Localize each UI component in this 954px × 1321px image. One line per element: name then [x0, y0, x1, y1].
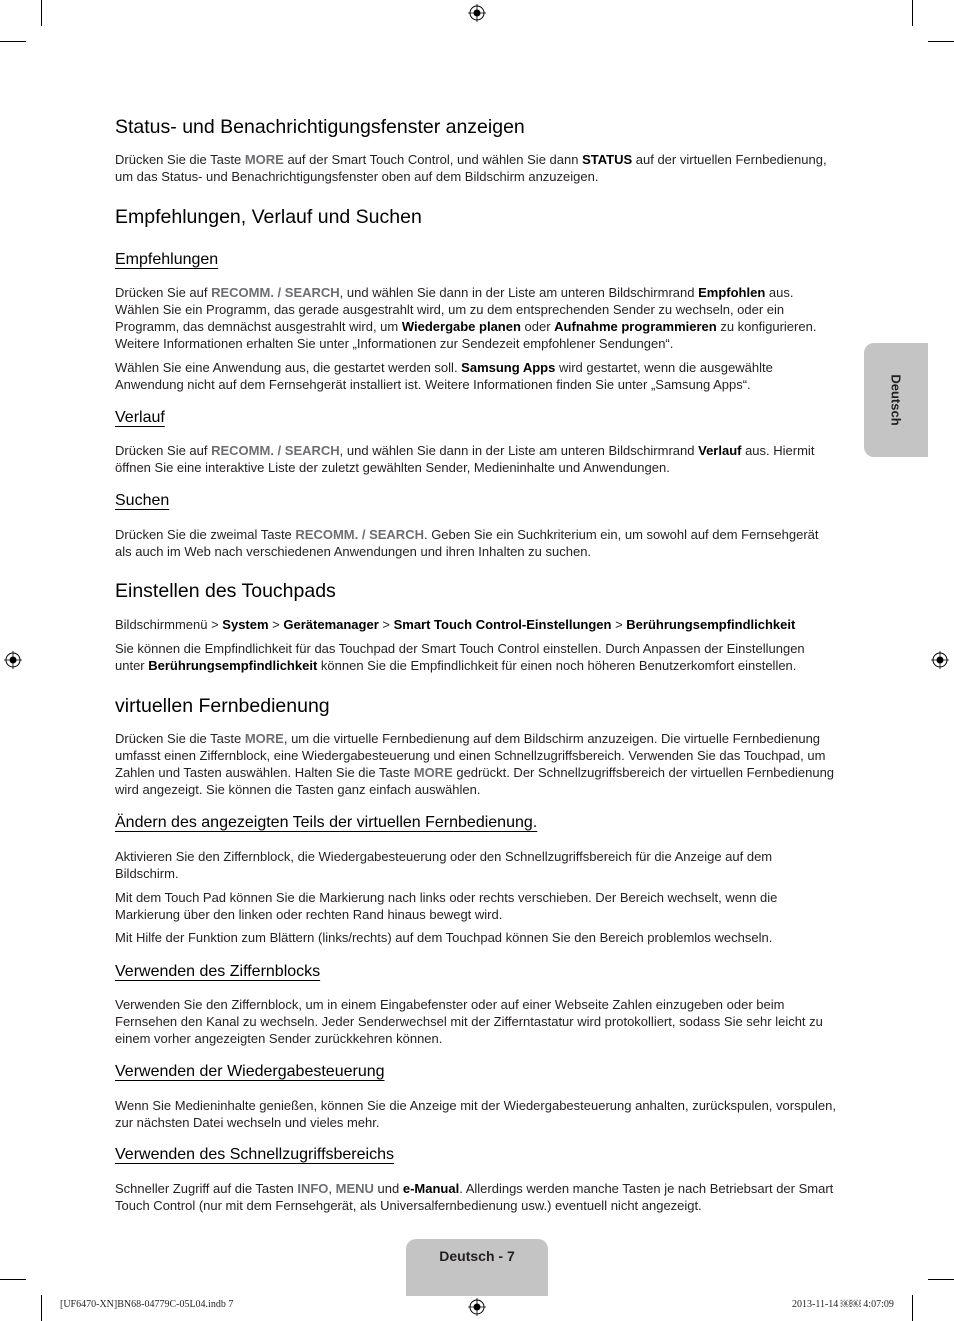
- subheading-wiedergabe: Verwenden der Wiedergabesteuerung: [115, 1063, 385, 1080]
- registration-mark-icon: [4, 651, 22, 669]
- crop-mark: [928, 41, 954, 42]
- section-title-status: Status- und Benachrichtigungsfenster anzeigen: [115, 116, 525, 138]
- print-slug-timestamp: 2013-11-14 ￼￼ 4:07:09: [792, 1299, 894, 1310]
- suchen-paragraph: Drücken Sie die zweimal Taste RECOMM. / SEARCH. Geben Sie ein Suchkriterium ein, um sowohl auf dem Fernsehgerät als auch im Web nach verschiedenen Anwendungen und ihren Inhalten zu suchen.: [115, 527, 819, 559]
- language-side-tab-label: Deutsch: [888, 374, 904, 426]
- crop-mark: [912, 0, 913, 26]
- crop-mark: [0, 1279, 26, 1280]
- subheading-ziffernblock: Verwenden des Ziffernblocks: [115, 963, 321, 980]
- subheading-empfehlungen: Empfehlungen: [115, 251, 219, 268]
- virtuell-paragraph: Drücken Sie die Taste MORE, um die virtuelle Fernbedienung auf dem Bildschirm anzuzeigen. Die virtuelle Fernbedienung umfasst einen Ziffernblock, eine Wiedergabesteuerung und einen Schnellzugriffsbereich. Verwenden Sie das Touchpad, um Zahlen und Tasten auswählen. Halten Sie die Taste MORE gedrückt. Der Schnellzugriffsbereich der virtuellen Fernbedienung wird angezeigt. Sie können die Tasten ganz einfach auswählen.: [115, 731, 835, 797]
- crop-mark: [41, 0, 42, 26]
- touchpad-menu-path: Bildschirmmenü > System > Gerätemanager > Smart Touch Control-Einstellungen > Berührungsempfindlichkeit: [115, 617, 796, 632]
- language-side-tab: [864, 343, 928, 457]
- empfehlungen-paragraph-1: Drücken Sie auf RECOMM. / SEARCH, und wählen Sie dann in der Liste am unteren Bildschirmrand Empfohlen aus. Wählen Sie ein Programm, das gerade ausgestrahlt wird, um zu dem entsprechenden Sender zu wechseln, oder ein Programm, das demnächst ausgestrahlt wird, um Wiedergabe planen oder Aufnahme programmieren zu konfigurieren. Weitere Informationen erhalten Sie unter „Informationen zur Sendezeit empfohlener Sendungen“.: [115, 285, 817, 351]
- crop-mark: [41, 1295, 42, 1321]
- verlauf-paragraph: Drücken Sie auf RECOMM. / SEARCH, und wählen Sie dann in der Liste am unteren Bildschirmrand Verlauf aus. Hiermit öffnen Sie eine interaktive Liste der zuletzt gewählten Sender, Medieninhalte und Anwendungen.: [115, 443, 815, 475]
- crop-mark: [912, 1295, 913, 1321]
- registration-mark-icon: [931, 651, 949, 669]
- schnellzugriff-paragraph: Schneller Zugriff auf die Tasten INFO, MENU und e-Manual. Allerdings werden manche Tasten je nach Betriebsart der Smart Touch Control (nur mit dem Fernsehgerät, als Universalfernbedienung usw.) eventuell nicht angezeigt.: [115, 1181, 834, 1213]
- subheading-aendern: Ändern des angezeigten Teils der virtuellen Fernbedienung.: [115, 814, 538, 831]
- section-title-empfehlungen: Empfehlungen, Verlauf und Suchen: [115, 206, 422, 228]
- subheading-suchen: Suchen: [115, 492, 170, 509]
- aendern-paragraph-1: Aktivieren Sie den Ziffernblock, die Wiedergabesteuerung oder den Schnellzugriffsbereich für die Anzeige auf dem Bildschirm.: [115, 849, 773, 881]
- page-number: Deutsch - 7: [439, 1248, 515, 1264]
- empfehlungen-paragraph-2: Wählen Sie eine Anwendung aus, die gestartet werden soll. Samsung Apps wird gestartet, wenn die ausgewählte Anwendung nicht auf dem Fernsehgerät installiert ist. Weitere Informationen finden Sie unter „Samsung Apps“.: [115, 360, 773, 392]
- aendern-paragraph-2: Mit dem Touch Pad können Sie die Markierung nach links oder rechts verschieben. Der Bereich wechselt, wenn die Markierung über den linken oder rechten Rand hinaus bewegt wird.: [115, 890, 778, 922]
- touchpad-paragraph: Sie können die Empfindlichkeit für das Touchpad der Smart Touch Control einstellen. Durch Anpassen der Einstellungen unter Berührungsempfindlichkeit können Sie die Empfindlichkeit für einen noch höheren Benutzerkomfort einstellen.: [115, 641, 805, 673]
- registration-mark-icon: [468, 1298, 486, 1316]
- crop-mark: [0, 41, 26, 42]
- wiedergabe-paragraph: Wenn Sie Medieninhalte genießen, können Sie die Anzeige mit der Wiedergabesteuerung anhalten, zurückspulen, vorspulen, zur nächsten Datei wechseln und vieles mehr.: [115, 1098, 836, 1130]
- section-title-touchpad: Einstellen des Touchpads: [115, 580, 336, 602]
- subheading-verlauf: Verlauf: [115, 409, 165, 426]
- page-number-tab: [406, 1239, 548, 1296]
- subheading-schnellzugriff: Verwenden des Schnellzugriffsbereichs: [115, 1146, 394, 1163]
- print-slug-file: [UF6470-XN]BN68-04779C-05L04.indb 7: [60, 1299, 234, 1310]
- section-title-virtuell: virtuellen Fernbedienung: [115, 695, 330, 717]
- crop-mark: [928, 1279, 954, 1280]
- ziffernblock-paragraph: Verwenden Sie den Ziffernblock, um in einem Eingabefenster oder auf einer Webseite Zahlen einzugeben oder beim Fernsehen den Kanal zu wechseln. Jeder Senderwechsel mit der Zifferntastatur wird protokolliert, sodass Sie sehr leicht zu einem vorher angezeigten Sender zurückkehren können.: [115, 997, 823, 1046]
- status-paragraph: Drücken Sie die Taste MORE auf der Smart Touch Control, und wählen Sie dann STATUS auf der virtuellen Fernbedienung, um das Status- und Benachrichtigungsfenster oben auf dem Bildschirm anzuzeigen.: [115, 152, 827, 184]
- aendern-paragraph-3: Mit Hilfe der Funktion zum Blättern (links/rechts) auf dem Touchpad können Sie den Bereich problemlos wechseln.: [115, 930, 773, 945]
- registration-mark-icon: [468, 4, 486, 22]
